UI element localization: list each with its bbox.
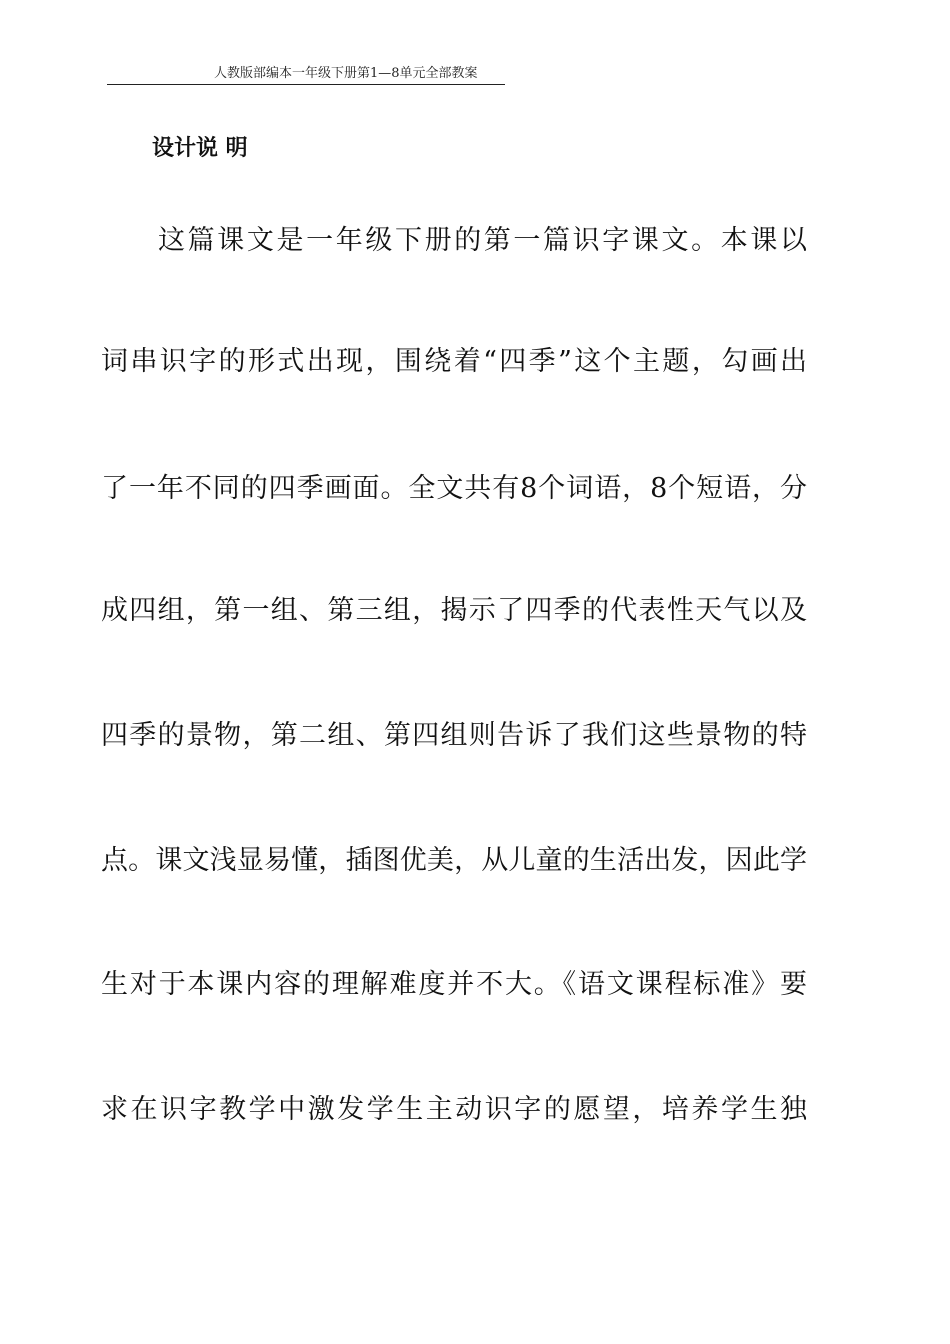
paragraph-line: 词串识字的形式出现，围绕着“四季”这个主题，勾画出 [101, 346, 807, 377]
paragraph-line: 四季的景物，第二组、第四组则告诉了我们这些景物的特 [101, 720, 807, 751]
page-header [107, 64, 505, 85]
header-title: 人教版部编本一年级下册第1—8单元全部教案 [214, 66, 478, 81]
paragraph-line: 了一年不同的四季画面。全文共有8个词语，8个短语，分 [101, 473, 807, 504]
paragraph-line: 这篇课文是一年级下册的第一篇识字课文。本课以 [158, 225, 807, 256]
paragraph-line: 成四组，第一组、第三组，揭示了四季的代表性天气以及 [101, 595, 807, 626]
section-heading: 设计说 明 [152, 136, 248, 161]
paragraph-line: 生对于本课内容的理解难度并不大。《语文课程标准》要 [101, 969, 807, 1000]
paragraph-line: 点。课文浅显易懂，插图优美，从儿童的生活出发，因此学 [101, 845, 807, 876]
paragraph-line: 求在识字教学中激发学生主动识字的愿望，培养学生独 [101, 1094, 807, 1125]
